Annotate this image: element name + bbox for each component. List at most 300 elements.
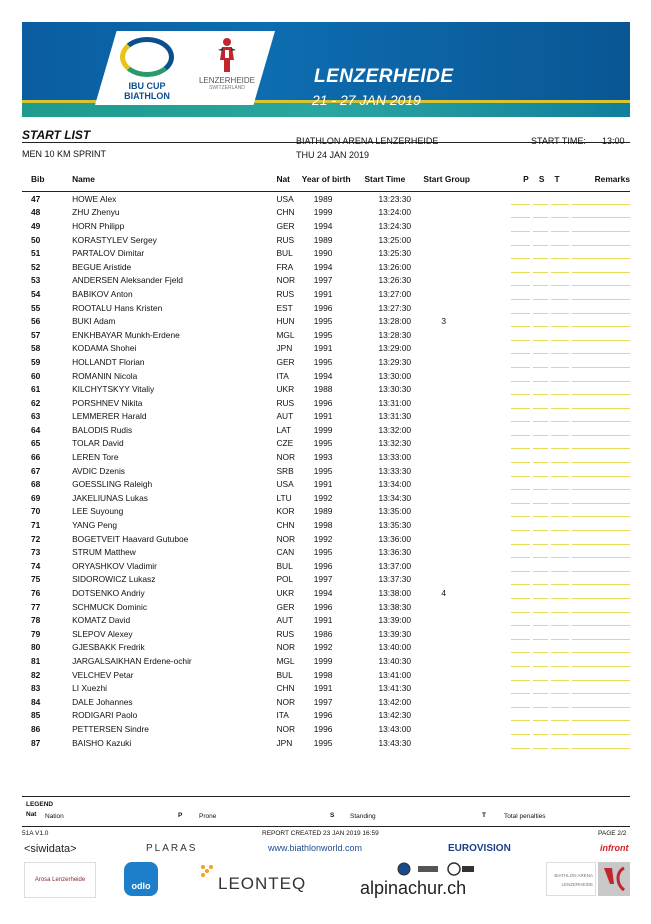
- entry-line: [572, 583, 630, 585]
- t-fill-cell: [551, 396, 573, 410]
- nat-cell: LTU: [276, 492, 292, 503]
- start-group-cell: [421, 722, 511, 736]
- p-fill-cell: [511, 477, 533, 491]
- start-group-cell: [421, 287, 511, 301]
- entry-line: [511, 719, 530, 721]
- entry-line: [511, 611, 530, 613]
- start-group-cell: [421, 246, 511, 260]
- entry-line: [533, 692, 548, 694]
- table-row: [22, 613, 630, 627]
- p-fill-cell: [511, 423, 533, 437]
- remarks-fill-cell: [572, 437, 630, 451]
- entry-line: [511, 284, 530, 286]
- nat-cell: CHN: [276, 683, 295, 694]
- start-group-cell: [421, 260, 511, 274]
- p-fill-cell: [511, 382, 533, 396]
- entry-line: [511, 352, 530, 354]
- entry-line: [551, 556, 570, 558]
- bib-cell: 76: [31, 588, 41, 599]
- legend-nat-key: Nat: [26, 811, 37, 818]
- nat-cell: GER: [276, 356, 295, 367]
- remarks-fill-cell: [572, 613, 630, 627]
- start-group-cell: [421, 233, 511, 247]
- entry-line: [533, 515, 548, 517]
- nat-cell: AUT: [276, 411, 294, 422]
- website-link[interactable]: www.biathlonworld.com: [268, 843, 363, 853]
- remarks-fill-cell: [572, 410, 630, 424]
- s-fill-cell: [533, 681, 551, 695]
- s-fill-cell: [533, 423, 551, 437]
- start-time-cell: 13:34:30: [378, 492, 412, 503]
- start-time-value: 13:00: [602, 136, 625, 146]
- table-row: [22, 260, 630, 274]
- entry-line: [511, 706, 530, 708]
- table-row: [22, 695, 630, 709]
- start-time-cell: 13:29:30: [378, 356, 412, 367]
- start-time-cell: 13:43:00: [378, 723, 412, 734]
- t-fill-cell: [551, 437, 573, 451]
- entry-line: [572, 719, 630, 721]
- start-time-cell: 13:31:00: [378, 397, 412, 408]
- s-fill-cell: [533, 219, 551, 233]
- start-time-cell: 13:28:00: [378, 316, 412, 327]
- s-fill-cell: [533, 450, 551, 464]
- bib-cell: 66: [31, 452, 41, 463]
- p-fill-cell: [511, 668, 533, 682]
- p-fill-cell: [511, 301, 533, 315]
- start-time-cell: 13:27:30: [378, 302, 412, 313]
- yob-cell: 1997: [313, 275, 333, 286]
- p-fill-cell: [511, 600, 533, 614]
- table-row: [22, 654, 630, 668]
- entry-line: [511, 556, 530, 558]
- table-row: [22, 382, 630, 396]
- t-fill-cell: [551, 206, 573, 220]
- venue-logo-subtext: SWITZERLAND: [209, 85, 245, 91]
- ibu-logo-subtext: BIATHLON: [124, 91, 170, 101]
- start-group-cell: [421, 423, 511, 437]
- entry-line: [572, 543, 630, 545]
- name-cell: SLEPOV Alexey: [72, 628, 133, 639]
- bib-cell: 73: [31, 547, 41, 558]
- start-group-cell: [421, 301, 511, 315]
- remarks-fill-cell: [572, 668, 630, 682]
- bib-cell: 70: [31, 506, 41, 517]
- entry-line: [551, 570, 570, 572]
- start-group-cell: [421, 600, 511, 614]
- p-fill-cell: [511, 681, 533, 695]
- p-fill-cell: [511, 654, 533, 668]
- start-group-cell: [421, 695, 511, 709]
- entry-line: [551, 719, 570, 721]
- t-fill-cell: [551, 219, 573, 233]
- bib-cell: 86: [31, 723, 41, 734]
- p-fill-cell: [511, 518, 533, 532]
- remarks-fill-cell: [572, 274, 630, 288]
- yob-cell: 1991: [313, 479, 333, 490]
- entry-line: [572, 665, 630, 667]
- entry-line: [551, 366, 570, 368]
- s-fill-cell: [533, 532, 551, 546]
- t-fill-cell: [551, 382, 573, 396]
- t-fill-cell: [551, 355, 573, 369]
- name-cell: KODAMA Shohei: [72, 343, 137, 354]
- name-cell: HOWE Alex: [72, 193, 117, 204]
- yob-cell: 1991: [313, 615, 333, 626]
- entry-line: [533, 502, 548, 504]
- name-cell: RODIGARI Paolo: [72, 710, 138, 721]
- table-row: [22, 559, 630, 573]
- remarks-fill-cell: [572, 382, 630, 396]
- t-fill-cell: [551, 668, 573, 682]
- s-fill-cell: [533, 518, 551, 532]
- start-time-cell: 13:37:00: [378, 560, 412, 571]
- entry-line: [551, 583, 570, 585]
- table-row: [22, 410, 630, 424]
- nat-cell: MGL: [276, 329, 295, 340]
- remarks-fill-cell: [572, 573, 630, 587]
- entry-line: [511, 380, 530, 382]
- nat-cell: AUT: [276, 615, 294, 626]
- s-fill-cell: [533, 668, 551, 682]
- yob-cell: 1995: [313, 356, 333, 367]
- entry-line: [551, 420, 570, 422]
- start-group-cell: [421, 274, 511, 288]
- name-cell: ORYASHKOV Vladimir: [72, 560, 157, 571]
- entry-line: [511, 203, 530, 205]
- entry-line: [572, 488, 630, 490]
- venue-logo-text: LENZERHEIDE: [198, 76, 255, 85]
- entry-line: [511, 597, 530, 599]
- remarks-fill-cell: [572, 545, 630, 559]
- legend-p-key: P: [178, 812, 183, 819]
- entry-line: [511, 665, 530, 667]
- s-fill-cell: [533, 654, 551, 668]
- remarks-fill-cell: [572, 233, 630, 247]
- remarks-fill-cell: [572, 491, 630, 505]
- entry-line: [533, 203, 548, 205]
- start-time-cell: 13:42:00: [378, 696, 412, 707]
- start-time-label: START TIME:: [531, 136, 586, 146]
- remarks-fill-cell: [572, 518, 630, 532]
- bib-cell: 60: [31, 370, 41, 381]
- remarks-fill-cell: [572, 654, 630, 668]
- s-fill-cell: [533, 505, 551, 519]
- bib-cell: 69: [31, 492, 41, 503]
- event-title: LENZERHEIDE: [314, 66, 454, 87]
- name-cell: SCHMUCK Dominic: [72, 601, 148, 612]
- nat-cell: NOR: [276, 642, 296, 653]
- table-row: [22, 532, 630, 546]
- entry-line: [572, 515, 630, 517]
- nat-cell: UKR: [276, 588, 295, 599]
- name-cell: KORASTYLEV Sergey: [72, 234, 157, 245]
- start-time-cell: 13:43:30: [378, 737, 412, 748]
- table-row: [22, 668, 630, 682]
- entry-line: [533, 325, 548, 327]
- name-cell: ROOTALU Hans Kristen: [72, 302, 163, 313]
- t-fill-cell: [551, 491, 573, 505]
- yob-cell: 1992: [313, 533, 333, 544]
- start-group-cell: [421, 613, 511, 627]
- entry-line: [533, 719, 548, 721]
- col-bib: Bib: [22, 167, 63, 192]
- bib-cell: 65: [31, 438, 41, 449]
- yob-cell: 1988: [313, 384, 333, 395]
- p-fill-cell: [511, 314, 533, 328]
- t-fill-cell: [551, 627, 573, 641]
- remarks-fill-cell: [572, 505, 630, 519]
- bib-cell: 74: [31, 560, 41, 571]
- entry-line: [572, 380, 630, 382]
- name-cell: VELCHEV Petar: [72, 669, 134, 680]
- yob-cell: 1996: [313, 397, 333, 408]
- yob-cell: 1989: [313, 234, 333, 245]
- bib-cell: 77: [31, 601, 41, 612]
- entry-line: [572, 271, 630, 273]
- name-cell: PORSHNEV Nikita: [72, 397, 143, 408]
- t-fill-cell: [551, 423, 573, 437]
- start-group-cell: [421, 736, 511, 750]
- yob-cell: 1996: [313, 560, 333, 571]
- entry-line: [551, 692, 570, 694]
- yob-cell: 1995: [313, 547, 333, 558]
- entry-line: [551, 706, 570, 708]
- s-fill-cell: [533, 287, 551, 301]
- entry-line: [551, 733, 570, 735]
- start-time-cell: 13:37:30: [378, 574, 412, 585]
- t-fill-cell: [551, 342, 573, 356]
- start-group-cell: [421, 545, 511, 559]
- table-row: [22, 464, 630, 478]
- entry-line: [533, 447, 548, 449]
- name-cell: BUKI Adam: [72, 316, 116, 327]
- t-fill-cell: [551, 681, 573, 695]
- bib-cell: 67: [31, 465, 41, 476]
- entry-line: [572, 284, 630, 286]
- table-row: [22, 505, 630, 519]
- bib-cell: 64: [31, 424, 41, 435]
- start-group-cell: [421, 410, 511, 424]
- nat-cell: SRB: [276, 465, 294, 476]
- s-fill-cell: [533, 301, 551, 315]
- t-fill-cell: [551, 410, 573, 424]
- legend-p-value: Prone: [199, 813, 217, 820]
- yob-cell: 1994: [313, 220, 333, 231]
- start-group-cell: [421, 219, 511, 233]
- entry-line: [511, 543, 530, 545]
- yob-cell: 1996: [313, 302, 333, 313]
- bib-cell: 49: [31, 220, 41, 231]
- start-group-cell: [421, 627, 511, 641]
- t-fill-cell: [551, 246, 573, 260]
- siwidata-logo: <siwidata>: [24, 843, 77, 855]
- yob-cell: 1999: [313, 424, 333, 435]
- entry-line: [511, 447, 530, 449]
- table-row: [22, 518, 630, 532]
- entry-line: [533, 556, 548, 558]
- yob-cell: 1995: [313, 737, 333, 748]
- table-row: [22, 709, 630, 723]
- entry-line: [572, 475, 630, 477]
- venue-name: BIATHLON ARENA LENZERHEIDE: [296, 136, 439, 146]
- header-banner: [22, 22, 630, 117]
- nat-cell: BUL: [276, 669, 293, 680]
- start-time-cell: 13:31:30: [378, 411, 412, 422]
- start-group-cell: [421, 518, 511, 532]
- nat-cell: CAN: [276, 547, 295, 558]
- nat-cell: GER: [276, 220, 295, 231]
- yob-cell: 1997: [313, 574, 333, 585]
- p-fill-cell: [511, 559, 533, 573]
- legend-t-key: T: [482, 812, 486, 819]
- start-group-cell: [421, 369, 511, 383]
- start-time-cell: 13:29:00: [378, 343, 412, 354]
- entry-line: [572, 679, 630, 681]
- entry-line: [551, 679, 570, 681]
- entry-line: [551, 393, 570, 395]
- entry-line: [511, 393, 530, 395]
- entry-line: [533, 339, 548, 341]
- s-fill-cell: [533, 274, 551, 288]
- start-group-cell: [421, 709, 511, 723]
- start-group-cell: [421, 342, 511, 356]
- entry-line: [572, 638, 630, 640]
- entry-line: [551, 230, 570, 232]
- start-group-cell: [421, 477, 511, 491]
- s-fill-cell: [533, 545, 551, 559]
- remarks-fill-cell: [572, 600, 630, 614]
- entry-line: [511, 747, 530, 749]
- entry-line: [533, 230, 548, 232]
- legend-s-key: S: [330, 812, 335, 819]
- p-fill-cell: [511, 450, 533, 464]
- name-cell: PETTERSEN Sindre: [72, 723, 149, 734]
- entry-line: [572, 407, 630, 409]
- s-fill-cell: [533, 328, 551, 342]
- nat-cell: ITA: [276, 710, 289, 721]
- entry-line: [533, 747, 548, 749]
- name-cell: LEE Suyoung: [72, 506, 124, 517]
- yob-cell: 1995: [313, 465, 333, 476]
- entry-line: [551, 203, 570, 205]
- name-cell: BEGUE Aristide: [72, 261, 132, 272]
- t-fill-cell: [551, 600, 573, 614]
- alpinachur-logo: alpinachur.ch: [360, 878, 467, 898]
- start-time-cell: 13:23:30: [378, 193, 412, 204]
- t-fill-cell: [551, 233, 573, 247]
- entry-line: [551, 407, 570, 409]
- start-group-cell: [421, 641, 511, 655]
- nat-cell: RUS: [276, 234, 295, 245]
- nat-cell: NOR: [276, 275, 296, 286]
- remarks-fill-cell: [572, 260, 630, 274]
- footer-divider: [22, 826, 630, 827]
- p-fill-cell: [511, 464, 533, 478]
- p-fill-cell: [511, 573, 533, 587]
- entry-line: [533, 488, 548, 490]
- start-time-cell: 13:35:30: [378, 520, 412, 531]
- entry-line: [572, 434, 630, 436]
- doc-title: START LIST: [22, 128, 91, 142]
- entry-line: [533, 543, 548, 545]
- legend-nat-value: Nation: [45, 813, 64, 820]
- remarks-fill-cell: [572, 342, 630, 356]
- p-fill-cell: [511, 545, 533, 559]
- p-fill-cell: [511, 206, 533, 220]
- nat-cell: HUN: [276, 316, 295, 327]
- remarks-fill-cell: [572, 328, 630, 342]
- name-cell: ENKHBAYAR Munkh-Erdene: [72, 329, 180, 340]
- table-row: [22, 641, 630, 655]
- entry-line: [511, 230, 530, 232]
- bib-cell: 79: [31, 628, 41, 639]
- entry-line: [551, 665, 570, 667]
- remarks-fill-cell: [572, 627, 630, 641]
- bib-cell: 51: [31, 248, 41, 259]
- entry-line: [551, 352, 570, 354]
- table-row: [22, 287, 630, 301]
- p-fill-cell: [511, 709, 533, 723]
- p-fill-cell: [511, 192, 533, 206]
- s-fill-cell: [533, 600, 551, 614]
- nat-cell: CZE: [276, 438, 294, 449]
- entry-line: [533, 475, 548, 477]
- bib-cell: 54: [31, 288, 41, 299]
- entry-line: [551, 257, 570, 259]
- entry-line: [533, 380, 548, 382]
- entry-line: [533, 624, 548, 626]
- race-name: MEN 10 KM SPRINT: [22, 149, 107, 159]
- name-cell: GJESBAKK Fredrik: [72, 642, 145, 653]
- entry-line: [572, 216, 630, 218]
- start-time-cell: 13:38:30: [378, 601, 412, 612]
- nat-cell: RUS: [276, 397, 295, 408]
- bib-cell: 50: [31, 234, 41, 245]
- bib-cell: 83: [31, 683, 41, 694]
- s-fill-cell: [533, 246, 551, 260]
- entry-line: [572, 244, 630, 246]
- car-brands-icon: [396, 862, 476, 876]
- table-row: [22, 219, 630, 233]
- entry-line: [572, 529, 630, 531]
- s-fill-cell: [533, 233, 551, 247]
- p-fill-cell: [511, 355, 533, 369]
- p-fill-cell: [511, 274, 533, 288]
- entry-line: [572, 230, 630, 232]
- entry-line: [533, 298, 548, 300]
- s-fill-cell: [533, 342, 551, 356]
- s-fill-cell: [533, 573, 551, 587]
- remarks-fill-cell: [572, 464, 630, 478]
- ibu-logo-text: IBU CUP: [128, 81, 166, 91]
- s-fill-cell: [533, 695, 551, 709]
- entry-line: [551, 651, 570, 653]
- table-row: [22, 369, 630, 383]
- bib-cell: 84: [31, 696, 41, 707]
- entry-line: [533, 529, 548, 531]
- t-fill-cell: [551, 573, 573, 587]
- table-row: [22, 437, 630, 451]
- version-text: 51A V1.0: [22, 830, 49, 837]
- entry-line: [511, 366, 530, 368]
- entry-line: [551, 434, 570, 436]
- infront-logo: infront: [600, 843, 629, 853]
- remarks-fill-cell: [572, 641, 630, 655]
- p-fill-cell: [511, 342, 533, 356]
- table-row: [22, 342, 630, 356]
- entry-line: [572, 461, 630, 463]
